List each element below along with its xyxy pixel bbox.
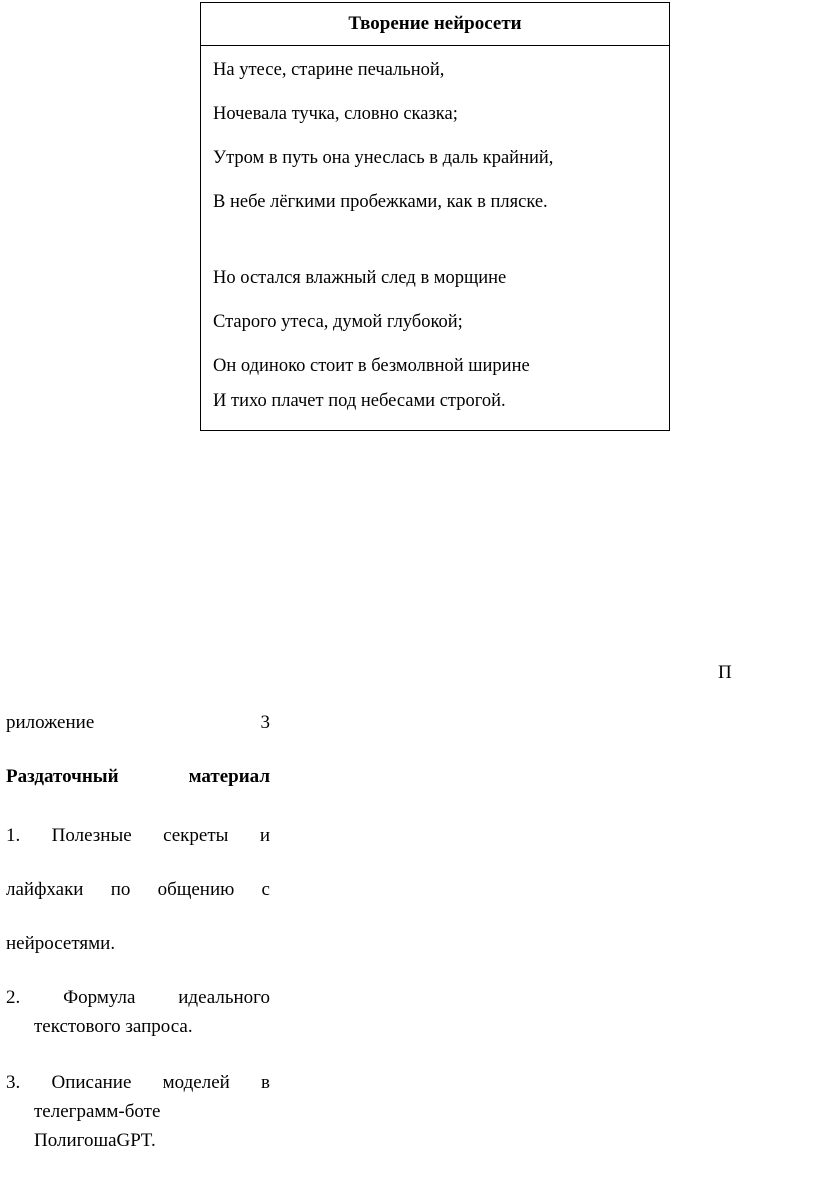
poem-line: Старого утеса, думой глубокой; — [213, 312, 463, 332]
appendix-number: 3 — [260, 712, 270, 733]
poem-table-body — [201, 46, 669, 430]
handout-item-line: лайфхаки по общению с — [6, 879, 270, 900]
handout-item-1 — [6, 809, 270, 971]
handout-item-line: 2. Формула идеального — [6, 987, 270, 1008]
handout-heading: Раздаточный материал — [6, 766, 270, 787]
appendix-overflow-letter: П — [718, 662, 732, 683]
poem-line: Он одиноко стоит в безмолвной ширине — [213, 356, 530, 376]
handout-item-2 — [6, 983, 270, 1041]
poem-stanza-2 — [213, 256, 661, 414]
handout-item-line: ПолигошаGPT. — [34, 1130, 156, 1151]
handout-item-3 — [6, 1068, 270, 1155]
appendix-label: риложение — [6, 712, 95, 733]
poem-stanza-1 — [213, 48, 661, 224]
poem-line: Но остался влажный след в морщине — [213, 268, 507, 288]
handout-item-line: текстового запроса. — [34, 1016, 193, 1037]
poem-line: Ночевала тучка, словно сказка; — [213, 104, 458, 124]
handout-item-line: 1. Полезные секреты и — [6, 825, 270, 846]
handout-item-line: нейросетями. — [6, 933, 116, 954]
poem-table — [200, 2, 670, 431]
poem-table-header — [201, 3, 669, 46]
handout-item-line: телеграмм-боте — [34, 1101, 161, 1122]
poem-line: Утром в путь она унеслась в даль крайний, — [213, 148, 554, 168]
appendix-column — [6, 712, 270, 1155]
poem-line: На утесе, старине печальной, — [213, 60, 445, 80]
handout-item-line: 3. Описание моделей в — [6, 1072, 270, 1093]
poem-line: В небе лёгкими пробежками, как в пляске. — [213, 192, 548, 212]
appendix-label-line — [6, 712, 270, 734]
poem-line: И тихо плачет под небесами строгой. — [213, 391, 506, 411]
poem-title: Творение нейросети — [348, 13, 522, 34]
